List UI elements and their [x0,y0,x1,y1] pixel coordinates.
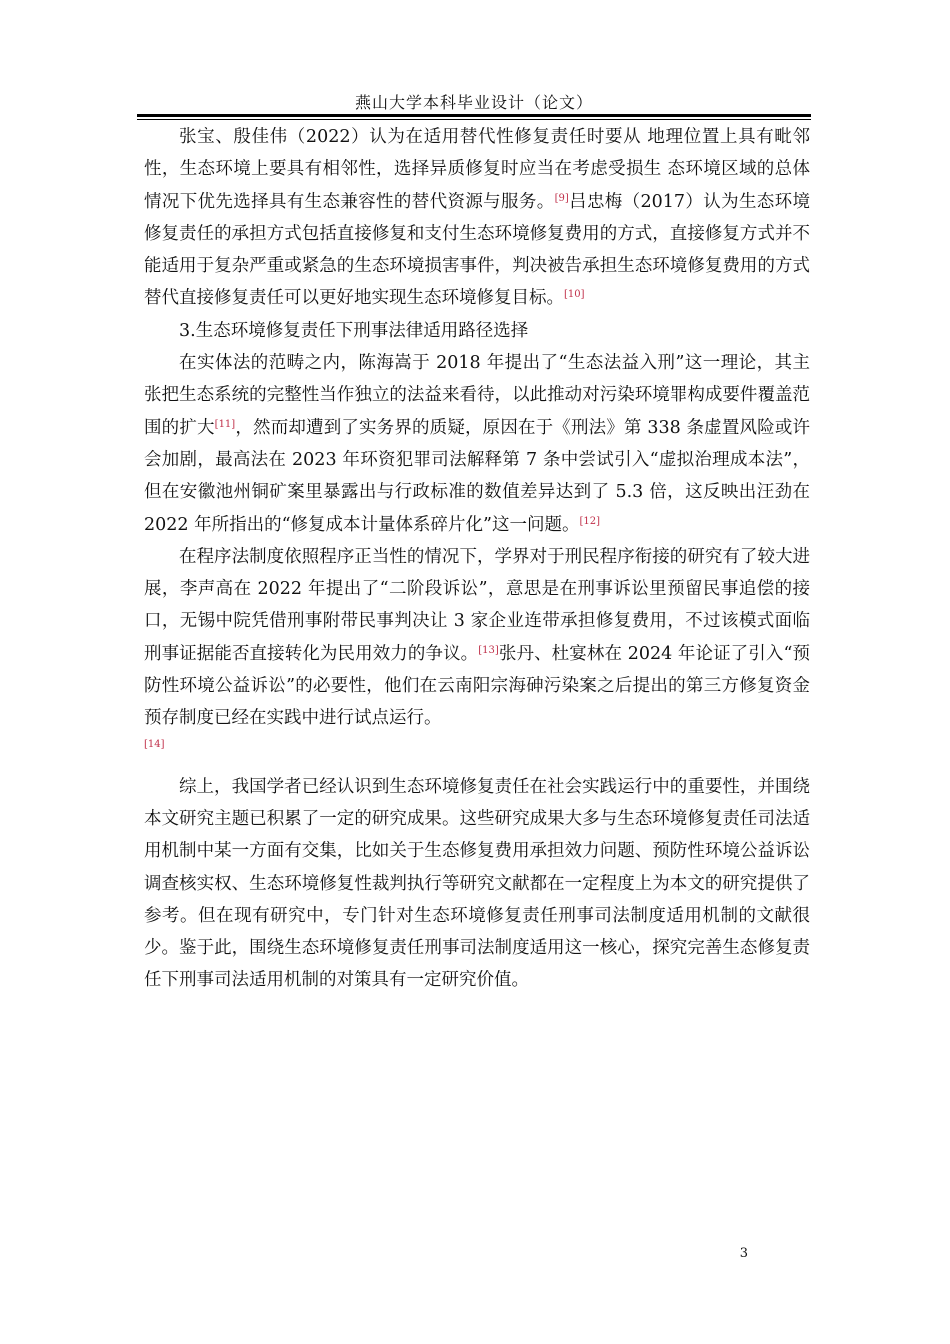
header-rule-thin [137,119,811,120]
page-number: 3 [739,1246,748,1261]
citation-11[interactable]: [11] [214,418,236,430]
paragraph-3 [144,541,810,735]
paragraph-1-text-b: 吕忠梅（2017）认为生态环境修复责任的承担方式包括直接修复和支付生态环境修复费用的方式，直接修复方式并不能适用于复杂严重或紧急的生态环境损害事件，判决被告承担生态环境修复费用的方式替代直接修复责任可以更好地实现生态环境修复目标。 [144,191,810,309]
paragraph-1-text-a: 张宝、殷佳伟（2022）认为在适用替代性修复责任时要从 地理位置上具有毗邻性，生态环境上要具有相邻性，选择异质修复时应当在考虑受损生 态环境区域的总体情况下优先选择具有生态兼容性的替代资源与服务。 [144,127,810,212]
citation-10[interactable]: [10] [564,289,585,301]
paragraph-1 [144,121,810,315]
citation-9[interactable]: [9] [554,192,569,204]
paragraph-3-text-a: 在程序法制度依照程序正当性的情况下，学界对于刑民程序衔接的研究有了较大进展，李声高在 2022 年提出了“二阶段诉讼”，意思是在刑事诉讼里预留民事追偿的接口，无锡中院凭借刑事附带民事判决让 3 家企业连带承担修复费用，不过该模式面临刑事证据能否直接转化为民用效力的争议。 [144,546,810,664]
section-heading: 3.生态环境修复责任下刑事法律适用路径选择 [179,320,529,341]
citation-12[interactable]: [12] [579,515,601,527]
paragraph-2-text-b: ，然而却遭到了实务界的质疑，原因在于《刑法》第 338 条虚置风险或许会加剧，最高法在 2023 年环资犯罪司法解释第 7 条中尝试引入“虚拟治理成本法”，但在安徽池州铜矿案里暴露出与行政标准的数值差异达到了 5.3 倍，这反映出汪劲在 2022 年所指出的“修复成本计量体系碎片化”这一问题。 [144,417,811,535]
paragraph-2 [144,347,810,541]
body-text [144,121,810,997]
citation-13[interactable]: [13] [478,644,499,656]
paragraph-2-text-a: 在实体法的范畴之内，陈海嵩于 2018 年提出了“生态法益入刑”这一理论，其主张把生态系统的完整性当作独立的法益来看待，以此推动对污染环境罪构成要件覆盖范围的扩大 [144,353,810,438]
paragraph-4: 综上，我国学者已经认识到生态环境修复责任在社会实践运行中的重要性，并围绕本文研究主题已积累了一定的研究成果。这些研究成果大多与生态环境修复责任司法适用机制中某一方面有交集，比如关于生态修复费用承担效力问题、预防性环境公益诉讼调查核实权、生态环境修复性裁判执行等研究文献都在一定程度上为本文的研究提供了参考。但在现有研究中，专门针对生态环境修复责任刑事司法制度适用机制的文献很少。鉴于此，围绕生态环境修复责任刑事司法制度适用这一核心，探究完善生态修复责任下刑事司法适用机制的对策具有一定研究价值。 [144,776,810,991]
citation-14[interactable]: [14] [144,738,165,750]
header-rule-thick [137,114,811,117]
paragraph-3-text-b: 张丹、杜宴林在 2024 年论证了引入“预防性环境公益诉讼”的必要性，他们在云南阳宗海砷污染案之后提出的第三方修复资金预存制度已经在实践中进行试点运行。 [144,643,811,729]
page-header-title: 燕山大学本科毕业设计（论文） [354,93,593,112]
